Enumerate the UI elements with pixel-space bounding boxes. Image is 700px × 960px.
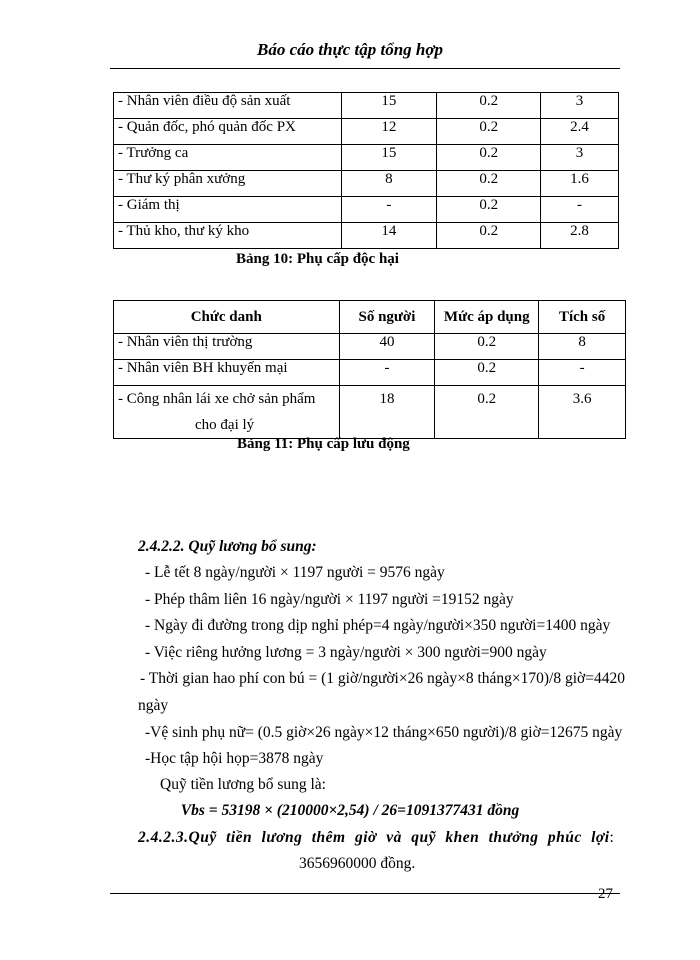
cell-product: 8	[539, 334, 626, 360]
cell-count: 8	[341, 171, 437, 197]
cell-rate: 0.2	[435, 386, 539, 439]
cell-product: 3.6	[539, 386, 626, 439]
cell-count: 14	[341, 223, 437, 249]
list-item: - Việc riêng hưởng lương = 3 ngày/người × 300 người=900 ngày	[145, 644, 547, 661]
formula-vbs: Vbs = 53198 × (210000×2,54) / 26=1091377431 đồng	[180, 802, 520, 819]
section-2422-heading: 2.4.2.2. Quỹ lương bổ sung:	[138, 538, 317, 555]
cell-title: - Nhân viên điều độ sản xuất	[114, 93, 342, 119]
section-2423-colon: :	[609, 829, 614, 846]
list-item: -Vệ sinh phụ nữ= (0.5 giờ×26 ngày×12 tháng×650 người)/8 giờ=12675 ngày	[145, 724, 623, 741]
cell-title-line-1: - Công nhân lái xe chở sản phẩm	[118, 391, 316, 407]
cell-count: 12	[341, 119, 437, 145]
summary-label: Quỹ tiền lương bổ sung là:	[160, 776, 326, 793]
col-header-count: Số người	[339, 301, 435, 334]
col-header-rate: Mức áp dụng	[435, 301, 539, 334]
cell-product: 1.6	[541, 171, 619, 197]
cell-title: - Nhân viên BH khuyến mại	[114, 360, 340, 386]
cell-title: - Trưởng ca	[114, 145, 342, 171]
cell-title	[114, 386, 340, 439]
table-header-row	[114, 301, 626, 334]
cell-product: -	[539, 360, 626, 386]
cell-rate: 0.2	[437, 145, 541, 171]
col-header-title: Chức danh	[114, 301, 340, 334]
cell-rate: 0.2	[437, 197, 541, 223]
table-row	[114, 197, 619, 223]
page-header-title: Báo cáo thực tập tổng hợp	[256, 40, 444, 59]
cell-product: 3	[541, 145, 619, 171]
cell-rate: 0.2	[437, 171, 541, 197]
cell-count: -	[341, 197, 437, 223]
table-row	[114, 93, 619, 119]
table-row	[114, 145, 619, 171]
table-row	[114, 171, 619, 197]
cell-count: 18	[339, 386, 435, 439]
cell-rate: 0.2	[437, 223, 541, 249]
col-header-product: Tích số	[539, 301, 626, 334]
section-2423-value: 3656960000 đồng.	[299, 855, 416, 872]
cell-count: 15	[341, 145, 437, 171]
cell-count: 40	[339, 334, 435, 360]
cell-product: -	[541, 197, 619, 223]
cell-rate: 0.2	[437, 119, 541, 145]
cell-title-line-2: cho đại lý	[195, 417, 255, 433]
table-10	[113, 92, 619, 249]
list-item: - Thời gian hao phí con bú = (1 giờ/người×26 ngày×8 tháng×170)/8 giờ=4420	[140, 670, 625, 687]
cell-title: - Thủ kho, thư ký kho	[114, 223, 342, 249]
table-row	[114, 223, 619, 249]
cell-title: - Quản đốc, phó quản đốc PX	[114, 119, 342, 145]
cell-rate: 0.2	[435, 360, 539, 386]
section-2423-title: 2.4.2.3.Quỹ tiền lương thêm giờ và quỹ khen thưởng phúc lợi	[138, 829, 610, 846]
cell-count: 15	[341, 93, 437, 119]
list-item-continuation: ngày	[138, 697, 169, 714]
table-row	[114, 386, 626, 439]
table-11	[113, 300, 626, 439]
cell-title: - Thư ký phân xưởng	[114, 171, 342, 197]
cell-product: 3	[541, 93, 619, 119]
table-11-caption: Bảng 11: Phụ cấp lưu động	[237, 436, 410, 452]
table-row	[114, 360, 626, 386]
cell-count: -	[339, 360, 435, 386]
list-item: - Lễ tết 8 ngày/người × 1197 người = 9576 ngày	[145, 564, 445, 581]
section-2423-heading	[138, 829, 614, 847]
table-row	[114, 334, 626, 360]
list-item: - Ngày đi đường trong dịp nghỉ phép=4 ngày/người×350 người=1400 ngày	[145, 617, 611, 634]
cell-product: 2.8	[541, 223, 619, 249]
cell-title: - Nhân viên thị trường	[114, 334, 340, 360]
list-item: -Học tập hội họp=3878 ngày	[145, 750, 324, 767]
cell-rate: 0.2	[437, 93, 541, 119]
cell-product: 2.4	[541, 119, 619, 145]
header-rule	[110, 68, 620, 69]
table-10-caption: Bảng 10: Phụ cấp độc hại	[236, 251, 399, 267]
page-number: 27	[598, 886, 613, 902]
list-item: - Phép thâm liên 16 ngày/người × 1197 người =19152 ngày	[145, 591, 514, 608]
footer-rule	[110, 893, 620, 894]
cell-rate: 0.2	[435, 334, 539, 360]
table-row	[114, 119, 619, 145]
cell-title: - Giám thị	[114, 197, 342, 223]
